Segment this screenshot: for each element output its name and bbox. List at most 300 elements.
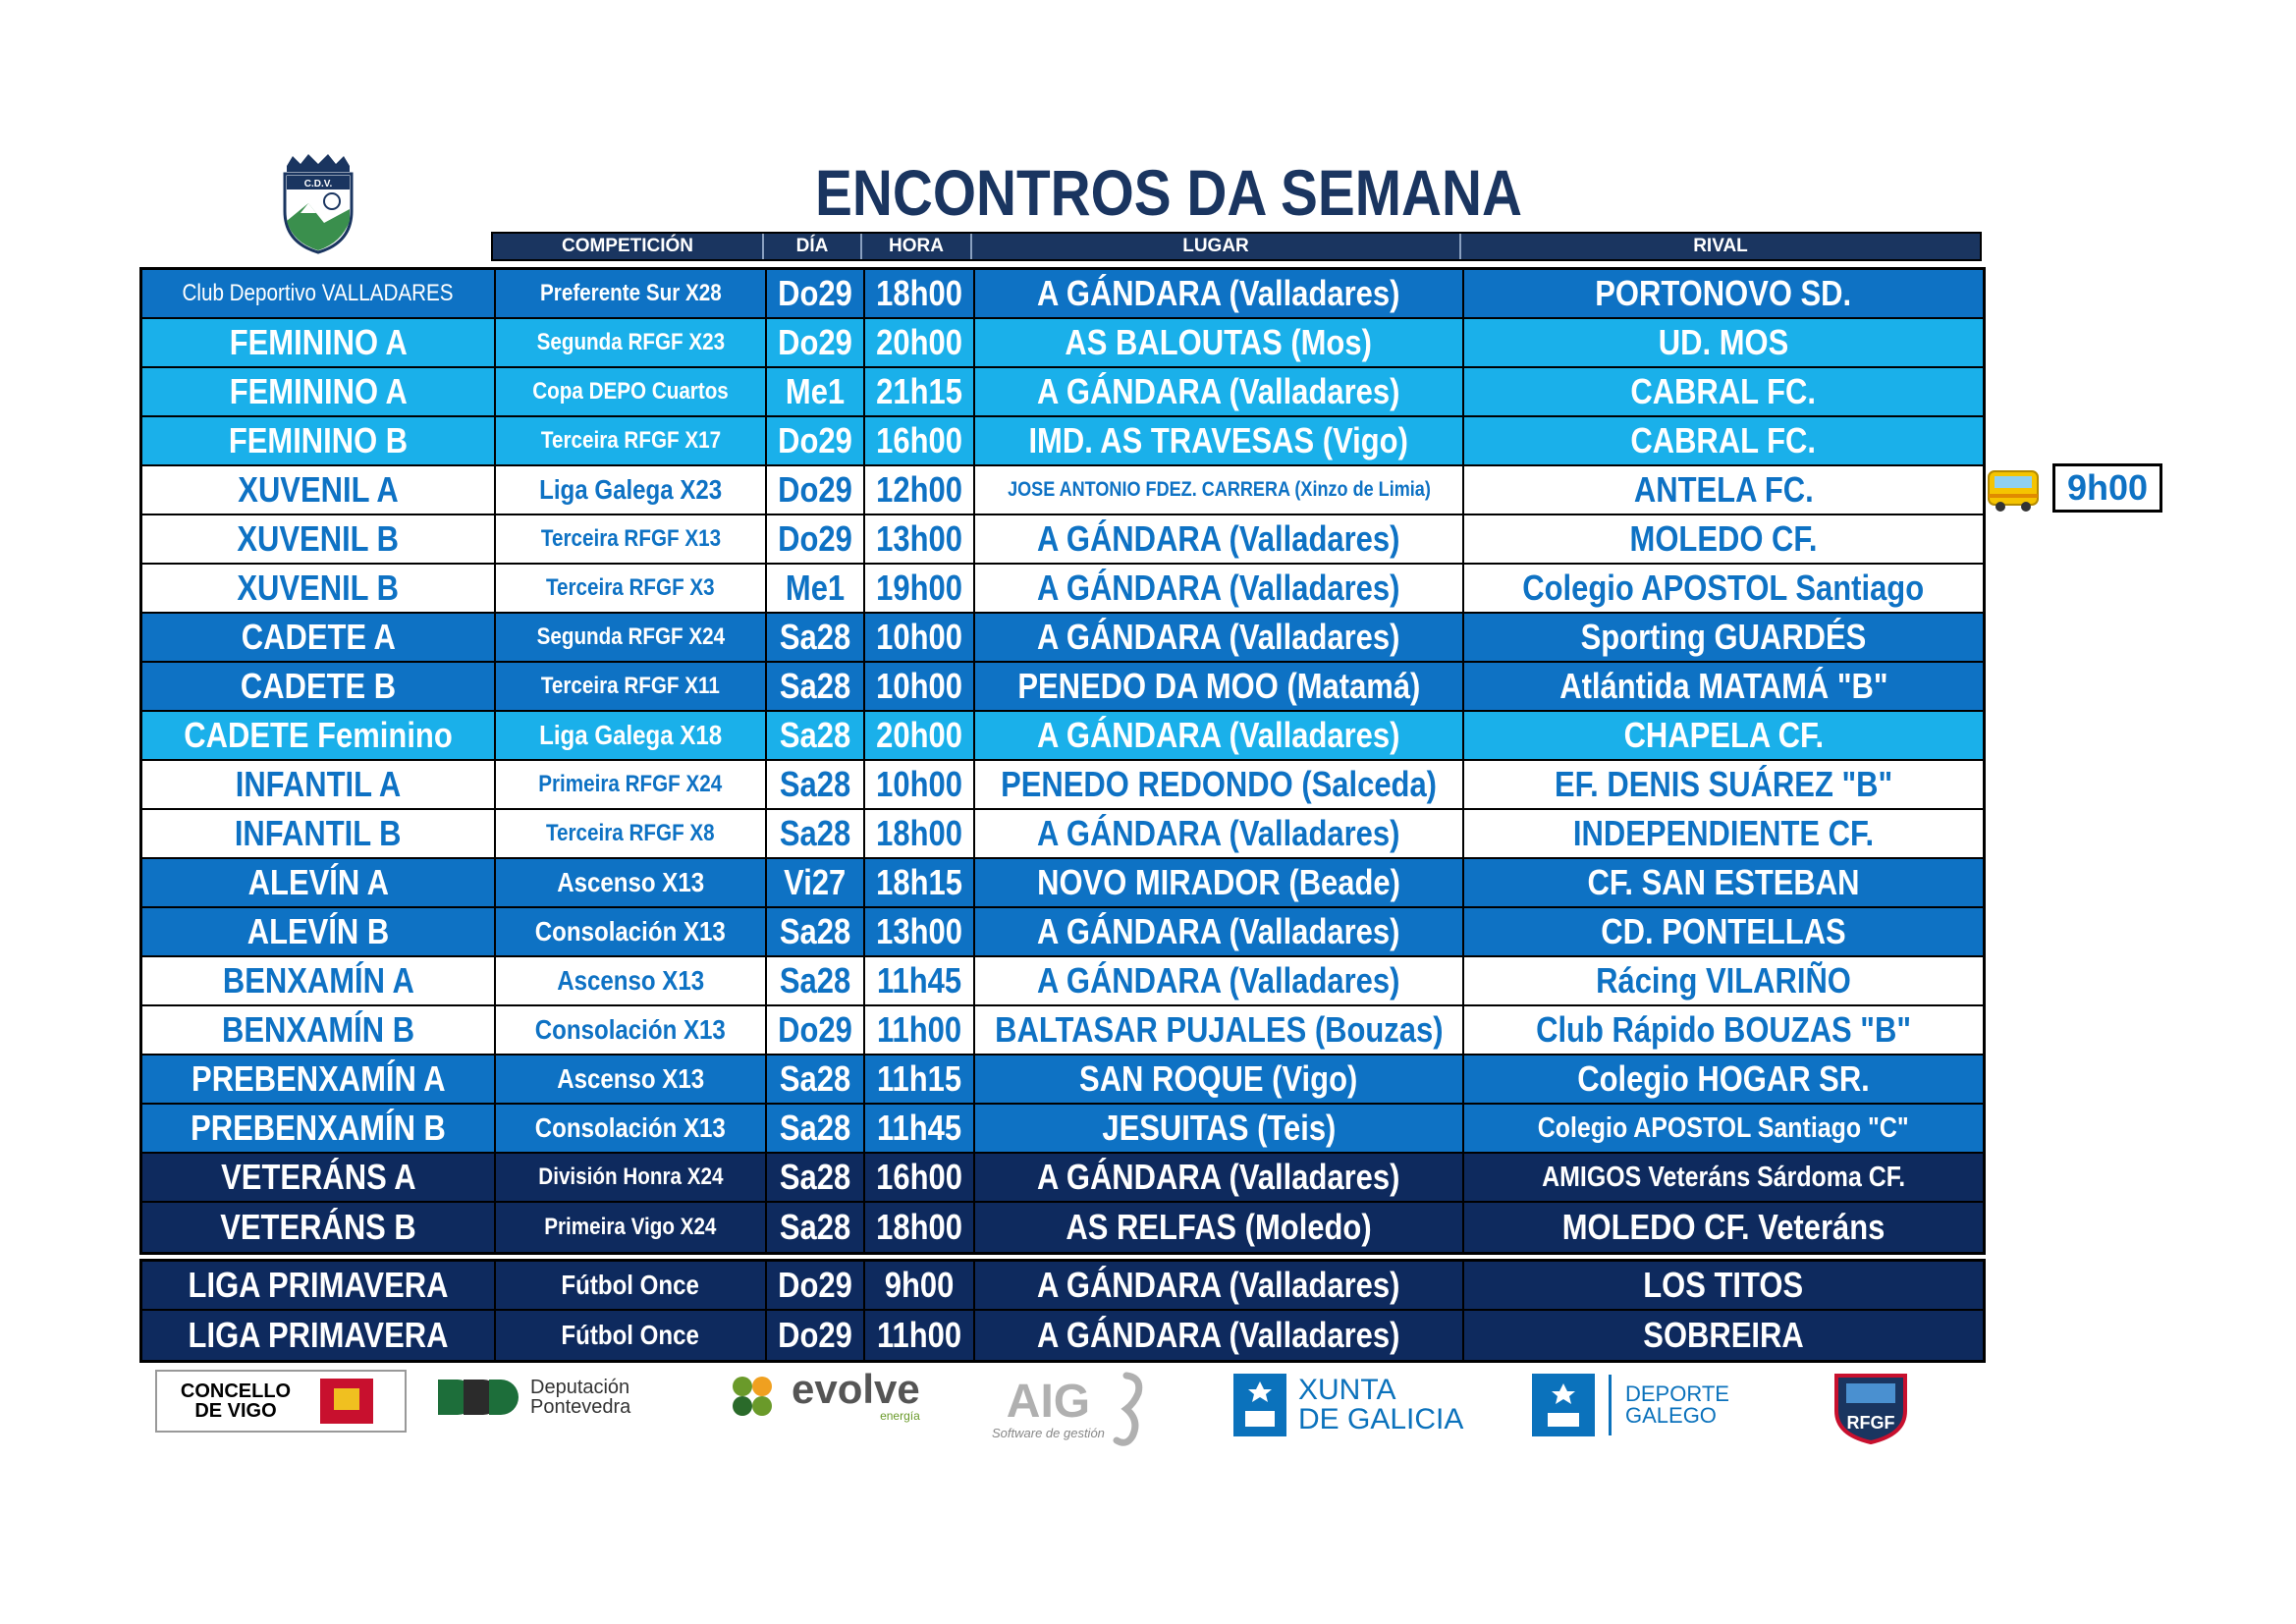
cell-comp	[496, 1311, 767, 1360]
cell-hour	[865, 417, 975, 464]
cell-place	[975, 1262, 1464, 1309]
cell-hour	[865, 368, 975, 415]
team-text: VETERÁNS B	[220, 1207, 416, 1247]
cell-hour	[865, 1311, 975, 1360]
cell-place	[975, 1006, 1464, 1054]
cell-team	[142, 614, 496, 661]
cell-hour	[865, 859, 975, 906]
rival-text: CHAPELA CF.	[1623, 715, 1824, 755]
place-text: A GÁNDARA (Valladares)	[1037, 273, 1400, 313]
cell-day	[767, 515, 865, 563]
rfgf-logo	[1831, 1370, 1911, 1444]
team-text: PREBENXAMÍN B	[191, 1108, 446, 1148]
rival-text: Sporting GUARDÉS	[1580, 617, 1867, 657]
team-text: LIGA PRIMAVERA	[188, 1265, 449, 1305]
hour-text: 10h00	[876, 666, 962, 706]
cell-hour	[865, 1006, 975, 1054]
cell-day	[767, 1006, 865, 1054]
comp-text: División Honra X24	[537, 1164, 724, 1190]
table-row	[142, 368, 1983, 417]
day-text: Sa28	[779, 1157, 851, 1197]
hour-text: 19h00	[876, 568, 962, 608]
cell-day	[767, 1262, 865, 1309]
team-text: VETERÁNS A	[220, 1157, 416, 1197]
cell-rival	[1464, 417, 1983, 464]
table-row	[142, 1154, 1983, 1203]
cell-day	[767, 614, 865, 661]
xunta-galicia-logo	[1233, 1374, 1463, 1436]
hour-text: 10h00	[876, 764, 962, 804]
cell-team	[142, 810, 496, 857]
cell-rival	[1464, 1203, 1983, 1252]
cell-rival	[1464, 1105, 1983, 1152]
place-text: A GÁNDARA (Valladares)	[1037, 568, 1400, 608]
cell-hour	[865, 319, 975, 366]
place-text: AS BALOUTAS (Mos)	[1065, 322, 1373, 362]
comp-text: Terceira RFGF X8	[546, 820, 715, 846]
team-text: ALEVÍN B	[246, 911, 390, 951]
team-text: FEMININO A	[229, 371, 408, 411]
comp-text: Primeira Vigo X24	[544, 1214, 717, 1240]
cell-comp	[496, 466, 767, 514]
evolve-dots-icon	[727, 1375, 792, 1418]
cell-place	[975, 761, 1464, 808]
cell-day	[767, 957, 865, 1004]
cell-hour	[865, 270, 975, 317]
cell-comp	[496, 1262, 767, 1309]
cell-rival	[1464, 957, 1983, 1004]
rival-text: CD. PONTELLAS	[1601, 911, 1846, 951]
crest-text: C.D.V.	[303, 179, 333, 189]
cell-rival	[1464, 1154, 1983, 1201]
comp-text: Terceira RFGF X13	[540, 525, 721, 552]
hour-text: 18h00	[876, 273, 962, 313]
place-text: A GÁNDARA (Valladares)	[1037, 1315, 1400, 1355]
cell-rival	[1464, 614, 1983, 661]
hour-text: 13h00	[876, 518, 962, 559]
cell-hour	[865, 908, 975, 955]
rival-text: Rácing VILARIÑO	[1596, 960, 1851, 1001]
cell-place	[975, 565, 1464, 612]
deputacion-pontevedra-logo	[434, 1374, 630, 1421]
place-text: NOVO MIRADOR (Beade)	[1037, 862, 1400, 902]
place-text: A GÁNDARA (Valladares)	[1037, 518, 1400, 559]
cell-place	[975, 270, 1464, 317]
table-row	[142, 466, 1983, 515]
cell-team	[142, 1262, 496, 1309]
comp-text: Fútbol Once	[561, 1320, 700, 1350]
day-text: Do29	[778, 420, 852, 460]
cell-rival	[1464, 663, 1983, 710]
vigo-shield-icon	[314, 1375, 379, 1428]
liga-primavera-table	[139, 1259, 1986, 1363]
day-text: Sa28	[779, 1108, 851, 1148]
team-text: INFANTIL A	[235, 764, 402, 804]
place-text: A GÁNDARA (Valladares)	[1037, 960, 1400, 1001]
cell-team	[142, 466, 496, 514]
comp-text: Consolación X13	[534, 1014, 727, 1045]
cell-place	[975, 810, 1464, 857]
cell-team	[142, 761, 496, 808]
place-text: A GÁNDARA (Valladares)	[1037, 715, 1400, 755]
hour-text: 11h00	[876, 1009, 962, 1050]
team-text: FEMININO A	[229, 322, 408, 362]
cell-hour	[865, 1262, 975, 1309]
table-row	[142, 663, 1983, 712]
cell-day	[767, 1154, 865, 1201]
place-text: BALTASAR PUJALES (Bouzas)	[994, 1009, 1444, 1050]
cell-hour	[865, 515, 975, 563]
table-row	[142, 614, 1983, 663]
table-row	[142, 810, 1983, 859]
bus-icon	[1986, 465, 2041, 514]
cell-team	[142, 565, 496, 612]
table-row	[142, 1203, 1983, 1252]
cell-team	[142, 712, 496, 759]
table-row	[142, 1262, 1983, 1311]
comp-text: Primeira RFGF X24	[538, 771, 723, 797]
cell-day	[767, 319, 865, 366]
cell-rival	[1464, 565, 1983, 612]
bus-departure-time: 9h00	[2052, 463, 2162, 513]
team-text: BENXAMÍN B	[221, 1009, 415, 1050]
comp-text: Terceira RFGF X17	[540, 427, 721, 454]
cell-comp	[496, 270, 767, 317]
cell-hour	[865, 810, 975, 857]
cell-place	[975, 319, 1464, 366]
cell-team	[142, 270, 496, 317]
cell-hour	[865, 1056, 975, 1103]
cell-day	[767, 663, 865, 710]
cell-hour	[865, 1154, 975, 1201]
team-text: XUVENIL B	[237, 518, 400, 559]
cell-rival	[1464, 515, 1983, 563]
team-text: XUVENIL B	[237, 568, 400, 608]
table-row	[142, 1105, 1983, 1154]
cell-rival	[1464, 466, 1983, 514]
cell-hour	[865, 663, 975, 710]
cell-team	[142, 1311, 496, 1360]
cell-day	[767, 761, 865, 808]
cell-team	[142, 1056, 496, 1103]
day-text: Do29	[778, 1009, 852, 1050]
comp-text: Segunda RFGF X23	[536, 329, 725, 355]
place-text: AS RELFAS (Moledo)	[1066, 1207, 1372, 1247]
cell-hour	[865, 761, 975, 808]
comp-text: Fútbol Once	[561, 1270, 700, 1300]
cell-team	[142, 1105, 496, 1152]
cell-rival	[1464, 908, 1983, 955]
comp-text: Consolación X13	[534, 1112, 727, 1143]
rival-text: UD. MOS	[1658, 322, 1789, 362]
place-text: A GÁNDARA (Valladares)	[1037, 1265, 1400, 1305]
rival-text: PORTONOVO SD.	[1595, 273, 1852, 313]
cell-place	[975, 957, 1464, 1004]
cell-rival	[1464, 761, 1983, 808]
rival-text: CABRAL FC.	[1630, 371, 1817, 411]
place-text: PENEDO DA MOO (Matamá)	[1017, 666, 1420, 706]
seahorse-icon	[1105, 1370, 1148, 1448]
cell-hour	[865, 957, 975, 1004]
cell-comp	[496, 1056, 767, 1103]
cell-day	[767, 1105, 865, 1152]
table-header	[491, 232, 1982, 261]
cell-team	[142, 1006, 496, 1054]
comp-text: Ascenso X13	[557, 1063, 704, 1094]
team-text: BENXAMÍN A	[222, 960, 414, 1001]
team-text: CADETE B	[240, 666, 397, 706]
place-text: JESUITAS (Teis)	[1102, 1108, 1336, 1148]
header-dia: DÍA	[764, 234, 862, 259]
comp-text: Preferente Sur X28	[539, 280, 722, 306]
cell-rival	[1464, 712, 1983, 759]
cell-comp	[496, 319, 767, 366]
cell-hour	[865, 614, 975, 661]
team-text: LIGA PRIMAVERA	[188, 1315, 449, 1355]
cell-rival	[1464, 319, 1983, 366]
rival-text: MOLEDO CF. Veteráns	[1561, 1207, 1886, 1247]
comp-text: Copa DEPO Cuartos	[532, 378, 729, 405]
hour-text: 18h15	[876, 862, 962, 902]
table-row	[142, 270, 1983, 319]
rival-text: INDEPENDIENTE CF.	[1572, 813, 1875, 853]
rival-text: LOS TITOS	[1643, 1265, 1804, 1305]
xunta-emblem-icon	[1233, 1374, 1286, 1436]
dp-mark-icon	[434, 1374, 520, 1421]
vigo-line2: DE VIGO	[194, 1400, 277, 1422]
cell-comp	[496, 1203, 767, 1252]
hour-text: 9h00	[884, 1265, 955, 1305]
cell-rival	[1464, 1006, 1983, 1054]
cell-day	[767, 859, 865, 906]
rfgf-shield-icon	[1831, 1370, 1911, 1444]
cell-hour	[865, 712, 975, 759]
cell-place	[975, 1056, 1464, 1103]
hour-text: 10h00	[876, 617, 962, 657]
day-text: Sa28	[779, 911, 851, 951]
rfgf-text: RFGF	[1846, 1413, 1895, 1433]
cell-rival	[1464, 810, 1983, 857]
xunta-line1: XUNTA	[1298, 1374, 1396, 1406]
cell-comp	[496, 515, 767, 563]
cell-day	[767, 1056, 865, 1103]
rival-text: Club Rápido BOUZAS "B"	[1536, 1009, 1911, 1050]
rival-text: CF. SAN ESTEBAN	[1587, 862, 1860, 902]
cell-day	[767, 908, 865, 955]
comp-text: Segunda RFGF X24	[536, 623, 725, 650]
cell-day	[767, 565, 865, 612]
comp-text: Liga Galega X23	[538, 474, 723, 505]
dep-line1: Deputación	[530, 1377, 630, 1398]
cell-comp	[496, 712, 767, 759]
day-text: Sa28	[779, 1207, 851, 1247]
team-text: PREBENXAMÍN A	[191, 1058, 446, 1099]
team-text: ALEVÍN A	[247, 862, 389, 902]
team-text: CADETE A	[241, 617, 396, 657]
deporte-emblem-icon	[1532, 1374, 1595, 1436]
cell-place	[975, 466, 1464, 514]
table-row	[142, 761, 1983, 810]
day-text: Do29	[778, 273, 852, 313]
day-text: Sa28	[779, 666, 851, 706]
table-row	[142, 712, 1983, 761]
aig-logo	[992, 1370, 1148, 1448]
day-text: Vi27	[784, 862, 847, 902]
cell-place	[975, 614, 1464, 661]
cell-comp	[496, 417, 767, 464]
cell-place	[975, 1311, 1464, 1360]
table-row	[142, 957, 1983, 1006]
rival-text: Atlántida MATAMÁ "B"	[1558, 666, 1888, 706]
day-text: Me1	[785, 568, 846, 608]
day-text: Do29	[778, 322, 852, 362]
cell-day	[767, 810, 865, 857]
day-text: Sa28	[779, 1058, 851, 1099]
rival-text: ANTELA FC.	[1633, 469, 1814, 510]
hour-text: 12h00	[876, 469, 962, 510]
xunta-line2: DE GALICIA	[1298, 1403, 1464, 1435]
cell-rival	[1464, 1056, 1983, 1103]
place-text: IMD. AS TRAVESAS (Vigo)	[1028, 420, 1409, 460]
comp-text: Terceira RFGF X3	[546, 574, 715, 601]
day-text: Do29	[778, 518, 852, 559]
place-text: A GÁNDARA (Valladares)	[1037, 371, 1400, 411]
cell-place	[975, 663, 1464, 710]
club-crest-logo	[279, 152, 357, 255]
rival-text: Colegio HOGAR SR.	[1577, 1058, 1870, 1099]
cell-comp	[496, 565, 767, 612]
header-lugar: LUGAR	[972, 234, 1461, 259]
cell-day	[767, 368, 865, 415]
cell-place	[975, 417, 1464, 464]
header-competicion: COMPETICIÓN	[493, 234, 764, 259]
hour-text: 18h00	[876, 813, 962, 853]
place-text: SAN ROQUE (Vigo)	[1079, 1058, 1358, 1099]
day-text: Me1	[785, 371, 846, 411]
hour-text: 18h00	[876, 1207, 962, 1247]
cell-team	[142, 368, 496, 415]
cell-hour	[865, 466, 975, 514]
place-text: A GÁNDARA (Valladares)	[1037, 911, 1400, 951]
hour-text: 20h00	[876, 715, 962, 755]
cell-team	[142, 1154, 496, 1201]
rival-text: CABRAL FC.	[1630, 420, 1817, 460]
cell-place	[975, 368, 1464, 415]
header-hora: HORA	[862, 234, 972, 259]
cell-place	[975, 908, 1464, 955]
comp-text: Consolación X13	[534, 916, 727, 947]
cell-comp	[496, 859, 767, 906]
hour-text: 13h00	[876, 911, 962, 951]
cell-rival	[1464, 859, 1983, 906]
cell-comp	[496, 368, 767, 415]
table-row	[142, 319, 1983, 368]
table-row	[142, 1006, 1983, 1056]
cell-place	[975, 1203, 1464, 1252]
hour-text: 11h45	[876, 1108, 962, 1148]
cell-rival	[1464, 270, 1983, 317]
table-row	[142, 859, 1983, 908]
cell-day	[767, 712, 865, 759]
hour-text: 11h45	[876, 960, 962, 1001]
rival-text: EF. DENIS SUÁREZ "B"	[1554, 764, 1893, 804]
cell-comp	[496, 614, 767, 661]
cell-team	[142, 1203, 496, 1252]
day-text: Do29	[778, 1315, 852, 1355]
page-title: ENCONTROS DA SEMANA	[814, 156, 1523, 229]
cell-day	[767, 417, 865, 464]
comp-text: Terceira RFGF X11	[540, 673, 721, 699]
deporte-line1: DEPORTE	[1625, 1381, 1729, 1406]
comp-text: Ascenso X13	[557, 867, 704, 897]
cell-team	[142, 663, 496, 710]
comp-text: Ascenso X13	[557, 965, 704, 996]
comp-text: Liga Galega X18	[538, 720, 723, 750]
place-text: A GÁNDARA (Valladares)	[1037, 617, 1400, 657]
cell-team	[142, 957, 496, 1004]
team-text: XUVENIL A	[238, 469, 399, 510]
cell-hour	[865, 565, 975, 612]
cell-day	[767, 466, 865, 514]
cell-comp	[496, 1154, 767, 1201]
table-row	[142, 417, 1983, 466]
fixtures-table	[139, 267, 1986, 1255]
table-row	[142, 1056, 1983, 1105]
day-text: Do29	[778, 1265, 852, 1305]
hour-text: 16h00	[876, 1157, 962, 1197]
cell-place	[975, 1105, 1464, 1152]
cell-day	[767, 1203, 865, 1252]
cell-team	[142, 515, 496, 563]
table-row	[142, 1311, 1983, 1360]
cell-comp	[496, 663, 767, 710]
evolve-sub: energía	[880, 1409, 920, 1423]
cell-rival	[1464, 368, 1983, 415]
rival-text: AMIGOS Veteráns Sárdoma CF.	[1541, 1161, 1906, 1193]
team-text: Club Deportivo VALLADARES	[182, 280, 455, 306]
rival-text: Colegio APOSTOL Santiago "C"	[1538, 1111, 1909, 1144]
header-rival: RIVAL	[1693, 236, 1748, 256]
place-text: JOSE ANTONIO FDEZ. CARRERA (Xinzo de Limia)	[1007, 478, 1431, 501]
cell-hour	[865, 1203, 975, 1252]
cell-place	[975, 859, 1464, 906]
cell-rival	[1464, 1311, 1983, 1360]
team-text: CADETE Feminino	[184, 715, 453, 755]
day-text: Sa28	[779, 617, 851, 657]
aig-sub: Software de gestión	[992, 1425, 1105, 1440]
concello-vigo-logo	[155, 1370, 407, 1433]
hour-text: 20h00	[876, 322, 962, 362]
table-row	[142, 565, 1983, 614]
day-text: Sa28	[779, 715, 851, 755]
cell-day	[767, 1311, 865, 1360]
cell-team	[142, 319, 496, 366]
hour-text: 16h00	[876, 420, 962, 460]
table-row	[142, 515, 1983, 565]
hour-text: 11h15	[876, 1058, 962, 1099]
evolve-name: evolve	[792, 1366, 920, 1412]
table-row	[142, 908, 1983, 957]
day-text: Do29	[778, 469, 852, 510]
cell-comp	[496, 908, 767, 955]
cell-place	[975, 515, 1464, 563]
rival-text: SOBREIRA	[1643, 1315, 1804, 1355]
vigo-line1: CONCELLO	[180, 1380, 292, 1402]
sponsors-bar	[147, 1366, 1944, 1468]
place-text: PENEDO REDONDO (Salceda)	[1001, 764, 1437, 804]
evolve-logo	[727, 1366, 920, 1423]
team-text: FEMININO B	[228, 420, 409, 460]
